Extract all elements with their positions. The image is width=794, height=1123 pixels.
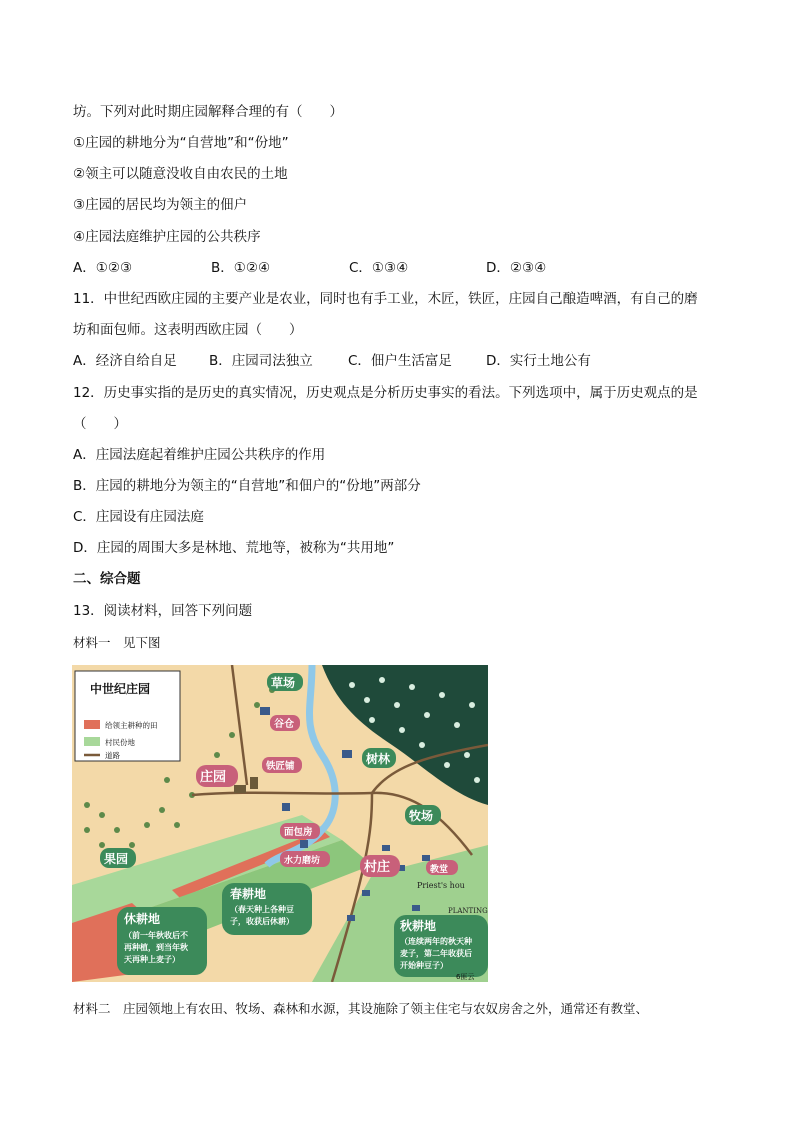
label-spring-note-2: 子，收获后休耕） bbox=[230, 917, 294, 926]
label-priest-house: Priest's hou bbox=[417, 881, 465, 890]
q11-option-b: B．庄园司法独立 bbox=[209, 353, 313, 369]
legend-swatch-villager bbox=[84, 737, 100, 746]
material-1-label: 材料一 见下图 bbox=[73, 635, 161, 650]
map-signature: 6匪云 bbox=[456, 973, 475, 981]
map-legend bbox=[75, 671, 180, 761]
label-meadow: 草场 bbox=[271, 676, 296, 690]
label-spring-note-1: （春天种上各种豆 bbox=[230, 905, 294, 914]
q10-item-2: ②领主可以随意没收自由农民的土地 bbox=[73, 166, 288, 182]
legend-item-lord: 给领主耕种的田 bbox=[105, 721, 158, 730]
q10-option-d: D．②③④ bbox=[486, 260, 547, 276]
q10-option-a: A．①②③ bbox=[73, 260, 133, 276]
label-fallow-field: 休耕地 bbox=[124, 912, 161, 926]
q10-stem-continued: 坊。下列对此时期庄园解释合理的有（ ） bbox=[73, 104, 343, 120]
label-forest: 树林 bbox=[366, 752, 391, 766]
legend-item-road: 道路 bbox=[105, 751, 120, 760]
q11-stem-line2: 坊和面包师。这表明西欧庄园（ ） bbox=[73, 322, 303, 338]
label-autumn-note-2: 麦子，第二年收获后 bbox=[400, 949, 472, 958]
q10-option-c: C．①③④ bbox=[349, 260, 409, 276]
label-spring-field: 春耕地 bbox=[230, 887, 267, 901]
label-pasture: 牧场 bbox=[409, 809, 434, 823]
label-fallow-note-1: （前一年秋收后不 bbox=[124, 931, 188, 940]
label-fallow-note-2: 再种植，到当年秋 bbox=[124, 943, 188, 952]
label-bakery: 面包房 bbox=[284, 827, 313, 838]
q11-option-a: A．经济自给自足 bbox=[73, 353, 177, 369]
material-2-text: 材料二 庄园领地上有农田、牧场、森林和水源，其设施除了领主住宅与农奴房舍之外，通常还有教堂、 bbox=[73, 1001, 649, 1016]
label-fallow-note-3: 天再种上麦子） bbox=[124, 955, 180, 964]
q12-stem-line2: （ ） bbox=[73, 416, 127, 432]
label-smithy: 铁匠铺 bbox=[266, 761, 295, 772]
label-manor: 庄园 bbox=[200, 770, 227, 785]
label-church: 教堂 bbox=[430, 865, 449, 875]
q12-option-b: B．庄园的耕地分为领主的“自营地”和佃户的“份地”两部分 bbox=[73, 478, 421, 494]
q10-option-b: B．①②④ bbox=[211, 260, 271, 276]
label-autumn-note-3: 开始种豆子） bbox=[400, 961, 448, 970]
label-village: 村庄 bbox=[364, 860, 391, 875]
q11-option-d: D．实行土地公有 bbox=[486, 353, 591, 369]
label-mill: 水力磨坊 bbox=[284, 856, 321, 866]
q12-option-d: D．庄园的周围大多是林地、荒地等，被称为“共用地” bbox=[73, 540, 395, 556]
q12-option-a: A．庄园法庭起着维护庄园公共秩序的作用 bbox=[73, 447, 326, 463]
q10-item-3: ③庄园的居民均为领主的佃户 bbox=[73, 197, 248, 213]
label-granary: 谷仓 bbox=[274, 719, 294, 730]
q13-stem: 13．阅读材料，回答下列问题 bbox=[73, 603, 253, 619]
legend-title: 中世纪庄园 bbox=[90, 682, 151, 696]
legend-item-villager: 村民份地 bbox=[105, 738, 135, 747]
label-planting: PLANTING bbox=[448, 907, 488, 915]
legend-swatch-lord bbox=[84, 720, 100, 729]
section-heading: 二、综合题 bbox=[73, 571, 141, 587]
label-autumn-note-1: （连续两年的秋天种 bbox=[400, 937, 472, 946]
label-orchard: 果园 bbox=[104, 852, 129, 866]
q12-stem-line1: 12．历史事实指的是历史的真实情况，历史观点是分析历史事实的看法。下列选项中，属于历史观点的是 bbox=[73, 385, 698, 401]
q10-item-4: ④庄园法庭维护庄园的公共秩序 bbox=[73, 229, 261, 245]
q12-option-c: C．庄园设有庄园法庭 bbox=[73, 509, 204, 525]
q11-stem-line1: 11．中世纪西欧庄园的主要产业是农业，同时也有手工业，木匠，铁匠，庄园自己酿造啤酒，有自己的磨 bbox=[73, 291, 698, 307]
manor-map bbox=[72, 665, 488, 982]
q11-option-c: C．佃户生活富足 bbox=[348, 353, 452, 369]
label-autumn-field: 秋耕地 bbox=[400, 919, 437, 933]
q10-item-1: ①庄园的耕地分为“自营地”和“份地” bbox=[73, 135, 289, 151]
